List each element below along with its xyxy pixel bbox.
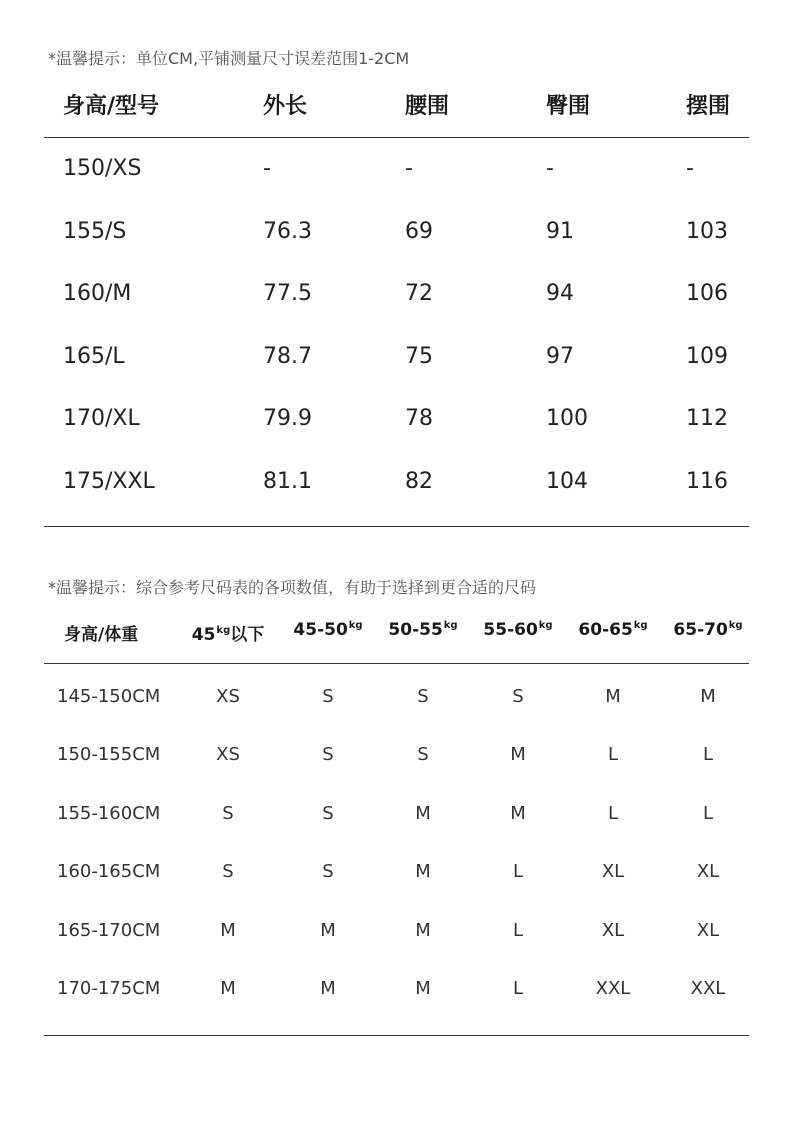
reference-note: *温馨提示：综合参考尺码表的各项数值，有助于选择到更合适的尺码 [48, 578, 537, 597]
header-weight-range [192, 620, 264, 645]
table1-cell-size: 175/XXL [63, 469, 155, 494]
table1-cell-length: 81.1 [263, 469, 312, 494]
header-weight-range [293, 620, 362, 640]
table2-cell-height: 155-160CM [57, 802, 161, 824]
table2-cell-size: L [702, 744, 714, 766]
table1-cell-hip: 94 [546, 281, 574, 307]
table2-cell-size: M [510, 802, 526, 824]
weight-unit: kg [348, 620, 363, 631]
table2-cell-size: XS [216, 686, 240, 707]
table2-cell-height: 160-165CM [57, 861, 161, 883]
header-hem: 摆围 [686, 94, 731, 119]
table2-cell-size: XL [696, 919, 720, 941]
header-waist: 腰围 [405, 94, 450, 119]
table2-cell-size: M [320, 978, 336, 999]
weight-range-value: 45-50 [293, 620, 348, 640]
weight-unit: kg [633, 620, 648, 631]
table2-cell-size: M [415, 861, 431, 883]
table2-cell-size: M [510, 744, 526, 766]
table1-cell-size: 165/L [63, 343, 125, 369]
table2-cell-size: XL [601, 919, 625, 941]
table1-cell-hip: - [546, 156, 554, 181]
table2-cell-size: XL [601, 861, 625, 883]
header-length: 外长 [263, 94, 308, 119]
table2-cell-size: S [322, 802, 334, 824]
table1-cell-waist: - [405, 156, 413, 181]
header-height-size: 身高/型号 [63, 94, 160, 119]
table2-cell-size: M [415, 978, 431, 999]
table2-cell-size: L [607, 802, 619, 824]
table1-cell-hem: 103 [686, 218, 728, 244]
table1-cell-hip: 91 [546, 218, 574, 244]
table1-header-divider [44, 137, 749, 138]
table2-cell-size: M [415, 919, 431, 941]
table1-cell-length: 78.7 [263, 343, 312, 369]
table2-cell-height: 170-175CM [57, 978, 161, 999]
table1-cell-waist: 75 [405, 343, 433, 369]
table1-cell-length: 79.9 [263, 406, 312, 432]
table2-cell-size: L [607, 744, 619, 766]
table1-cell-size: 155/S [63, 218, 127, 244]
table2-cell-size: L [512, 919, 524, 941]
table2-cell-height: 145-150CM [57, 686, 161, 707]
header-height-weight: 身高/体重 [64, 625, 139, 645]
table2-bottom-divider [44, 1035, 749, 1036]
table1-cell-size: 160/M [63, 281, 132, 307]
table1-cell-waist: 82 [405, 469, 433, 494]
header-weight-range [673, 620, 742, 640]
table2-cell-size: S [512, 686, 524, 707]
table2-cell-size: L [512, 978, 524, 999]
weight-unit: kg [538, 620, 553, 631]
table2-cell-height: 165-170CM [57, 919, 161, 941]
table2-cell-size: XXL [690, 978, 726, 999]
header-weight-range [388, 620, 457, 640]
table1-cell-waist: 69 [405, 218, 433, 244]
table1-cell-hip: 97 [546, 343, 574, 369]
table1-cell-hem: 106 [686, 281, 728, 307]
weight-unit: kg [216, 625, 231, 636]
table2-cell-size: S [222, 802, 234, 824]
table1-cell-hip: 104 [546, 469, 588, 494]
table2-header-divider [44, 663, 749, 664]
table1-cell-waist: 78 [405, 406, 433, 432]
table2-cell-size: M [415, 802, 431, 824]
weight-unit: kg [443, 620, 458, 631]
weight-range-value: 45 [191, 625, 216, 645]
table2-cell-size: M [320, 919, 336, 941]
weight-unit: kg [728, 620, 743, 631]
table2-cell-size: S [417, 686, 429, 707]
table2-cell-size: S [417, 744, 429, 766]
table1-cell-hem: 116 [686, 469, 728, 494]
table2-cell-size: M [605, 686, 621, 707]
weight-range-value: 55-60 [483, 620, 538, 640]
table1-cell-length: 76.3 [263, 218, 312, 244]
table1-bottom-divider [44, 526, 749, 527]
table1-cell-length: - [263, 156, 271, 181]
table2-cell-size: XL [696, 861, 720, 883]
weight-range-value: 60-65 [578, 620, 633, 640]
table1-cell-waist: 72 [405, 281, 433, 307]
header-hip: 臀围 [546, 94, 591, 119]
table2-cell-size: M [700, 686, 716, 707]
table1-cell-size: 150/XS [63, 156, 142, 181]
header-weight-range [578, 620, 647, 640]
measurement-note: *温馨提示：单位CM,平铺测量尺寸误差范围1-2CM [48, 49, 410, 68]
table2-cell-size: M [220, 978, 236, 999]
table1-cell-length: 77.5 [263, 281, 312, 307]
table1-cell-hip: 100 [546, 406, 588, 432]
table2-cell-size: S [322, 861, 334, 883]
table2-cell-size: XS [216, 744, 240, 766]
table2-cell-size: M [220, 919, 236, 941]
table2-cell-size: S [322, 686, 334, 707]
weight-range-suffix: 以下 [230, 625, 265, 645]
weight-range-value: 65-70 [673, 620, 728, 640]
table2-cell-size: S [222, 861, 234, 883]
weight-range-value: 50-55 [388, 620, 443, 640]
table2-cell-size: L [512, 861, 524, 883]
table1-cell-hem: - [686, 156, 694, 181]
table1-cell-hem: 109 [686, 343, 728, 369]
table2-cell-size: S [322, 744, 334, 766]
table1-cell-hem: 112 [686, 406, 728, 432]
table1-cell-size: 170/XL [63, 406, 140, 432]
table2-cell-size: XXL [595, 978, 631, 999]
table2-cell-height: 150-155CM [57, 744, 161, 766]
header-weight-range [483, 620, 552, 640]
table2-cell-size: L [702, 802, 714, 824]
